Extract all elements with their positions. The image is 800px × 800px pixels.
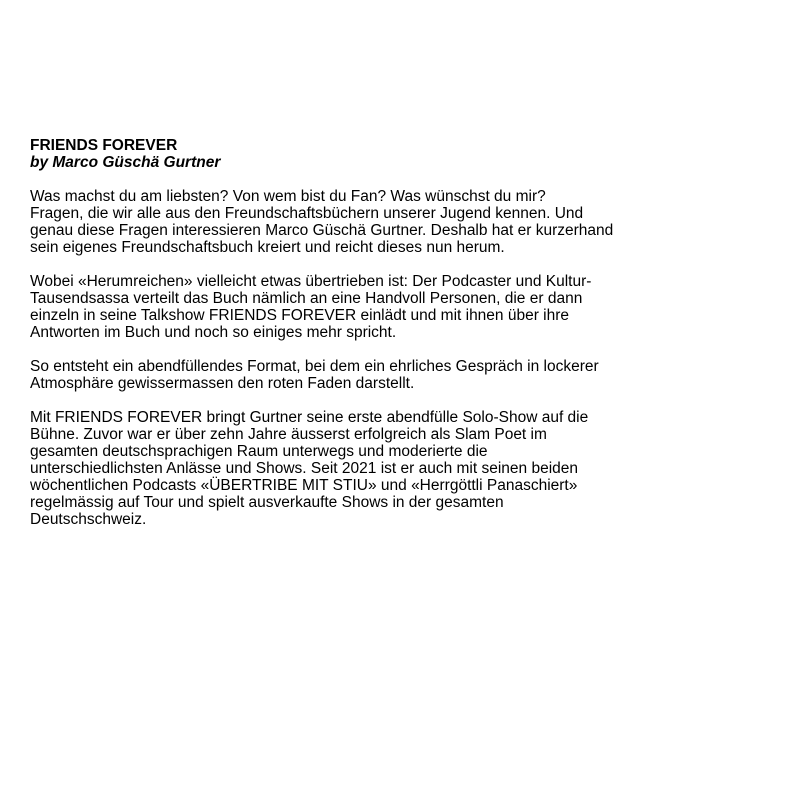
text-line: Atmosphäre gewissermassen den roten Faden darstellt. (30, 375, 415, 392)
text-line: Bühne. Zuvor war er über zehn Jahre äusserst erfolgreich als Slam Poet im (30, 426, 547, 443)
paragraph-format (30, 358, 770, 392)
text-line: einzeln in seine Talkshow FRIENDS FOREVER einlädt und mit ihnen über ihre (30, 307, 570, 324)
text-line: unterschiedlichsten Anlässe und Shows. Seit 2021 ist er auch mit seinen beiden (30, 460, 579, 477)
paragraph-intro (30, 188, 770, 256)
text-line: genau diese Fragen interessieren Marco Güschä Gurtner. Deshalb hat er kurzerhand (30, 222, 614, 239)
text-line: gesamten deutschsprachigen Raum unterwegs und moderierte die (30, 443, 488, 460)
text-line: sein eigenes Freundschaftsbuch kreiert und reicht dieses nun herum. (30, 239, 505, 256)
text-line: Wobei «Herumreichen» vielleicht etwas übertrieben ist: Der Podcaster und Kultur- (30, 273, 592, 290)
paragraph-bio (30, 409, 770, 528)
text-line: wöchentlichen Podcasts «ÜBERTRIBE MIT STIU» und «Herrgöttli Panaschiert» (30, 477, 578, 494)
text-line: Was machst du am liebsten? Von wem bist du Fan? Was wünschst du mir? (30, 188, 546, 205)
document-byline: by Marco Güschä Gurtner (30, 154, 221, 171)
document-title: FRIENDS FOREVER (30, 137, 178, 154)
text-line: regelmässig auf Tour und spielt ausverkaufte Shows in der gesamten (30, 494, 504, 511)
text-line: Fragen, die wir alle aus den Freundschaftsbüchern unserer Jugend kennen. Und (30, 205, 584, 222)
text-line: Antworten im Buch und noch so einiges mehr spricht. (30, 324, 397, 341)
text-line: So entsteht ein abendfüllendes Format, bei dem ein ehrliches Gespräch in lockerer (30, 358, 599, 375)
text-line: Mit FRIENDS FOREVER bringt Gurtner seine erste abendfülle Solo-Show auf die (30, 409, 589, 426)
document-body (30, 137, 770, 545)
text-line: Tausendsassa verteilt das Buch nämlich an eine Handvoll Personen, die er dann (30, 290, 583, 307)
paragraph-herumreichen (30, 273, 770, 341)
text-line: Deutschschweiz. (30, 511, 147, 528)
